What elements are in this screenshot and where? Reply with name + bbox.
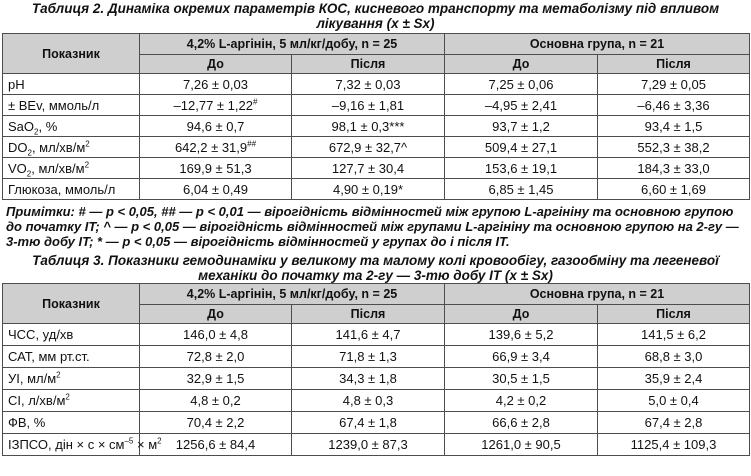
indicator-name: SaO <box>8 118 35 134</box>
cell-g2-after <box>598 137 750 158</box>
cell-g1-before <box>140 95 292 116</box>
table2-header-g1-before: До <box>140 55 292 74</box>
cell-value: 6,04 ± 0,49 <box>183 181 248 197</box>
indicator-name: ± BEv, ммоль/л <box>8 97 100 113</box>
cell-g2-after <box>598 116 750 137</box>
cell-g2-before <box>445 179 598 200</box>
row-indicator <box>3 158 140 179</box>
indicator-superscript: 2 <box>56 370 61 380</box>
table2-header-g2-before: До <box>445 55 598 74</box>
cell-g1-before <box>140 346 292 368</box>
cell-g2-after <box>598 412 750 434</box>
table-row <box>3 434 750 456</box>
cell-value: 139,6 ± 5,2 <box>488 327 554 342</box>
cell-g2-before <box>445 137 598 158</box>
indicator-unit: , мл/хв/м <box>31 160 85 176</box>
table-row <box>3 95 750 116</box>
cell-g2-after <box>598 346 750 368</box>
cell-value: 509,4 ± 27,1 <box>484 139 558 155</box>
table-row <box>3 412 750 434</box>
indicator-unit: , мл/хв/м <box>31 139 86 155</box>
table-row <box>3 116 750 137</box>
cell-value: 71,8 ± 1,3 <box>339 349 397 364</box>
table3-caption: Таблиця 3. Показники гемодинаміки у великому та малому колі кровообігу, газообміну та легеневої механіки до початку та 2-гу — 3-тю добу IT (x ± Sx) <box>32 253 719 283</box>
cell-value: 4,2 ± 0,2 <box>495 393 547 408</box>
cell-g2-after <box>598 368 750 390</box>
indicator-unit: , % <box>38 118 58 134</box>
cell-g1-before <box>140 137 292 158</box>
cell-value: 68,8 ± 3,0 <box>644 349 703 364</box>
cell-value: 98,1 ± 0,3*** <box>331 118 405 134</box>
cell-value: 7,32 ± 0,03 <box>335 76 401 92</box>
table3-header-g2-before: До <box>445 305 598 324</box>
cell-value: 66,9 ± 3,4 <box>492 349 550 364</box>
cell-g2-after <box>598 324 750 346</box>
cell-g1-before <box>140 116 292 137</box>
cell-g2-before <box>445 95 598 116</box>
significance-mark: ## <box>247 139 257 149</box>
cell-value: 66,6 ± 2,8 <box>492 415 550 430</box>
row-indicator <box>3 390 140 412</box>
cell-g1-after <box>292 346 445 368</box>
cell-g1-after <box>292 158 445 179</box>
cell-value: 552,3 ± 38,2 <box>637 139 710 155</box>
cell-g2-after <box>598 95 750 116</box>
table3-header-group2: Основна група, n = 21 <box>445 284 750 305</box>
table-row <box>3 179 750 200</box>
table3-body <box>3 324 750 456</box>
cell-value: 72,8 ± 2,0 <box>186 349 245 364</box>
indicator-superscript: 2 <box>84 160 90 170</box>
row-indicator <box>3 412 140 434</box>
table2-notes: Примітки: # — p < 0,05, ## — p < 0,01 — вірогідність відмінностей між групою L-аргініну та основною групою до початку IT; ^ — p < 0,05 — вірогідність відмінностей між групами L-аргініну та основною групою на 2-гу — 3-тю добу IT; * — p < 0,05 — вірогідність відмінностей у групах до і після IT. <box>6 204 739 249</box>
indicator-name: VO <box>8 160 27 176</box>
cell-value: –4,95 ± 2,41 <box>484 97 558 113</box>
cell-g2-after <box>598 179 750 200</box>
row-indicator <box>3 324 140 346</box>
cell-g1-before <box>140 434 292 456</box>
row-indicator <box>3 95 140 116</box>
cell-value: 141,5 ± 6,2 <box>641 327 706 342</box>
cell-value: 5,0 ± 0,4 <box>648 393 699 408</box>
cell-value: 93,7 ± 1,2 <box>492 118 550 134</box>
cell-value: 642,2 ± 31,9 <box>174 139 248 155</box>
cell-g2-before <box>445 434 598 456</box>
table2-header-g2-after: Після <box>598 55 750 74</box>
significance-mark: # <box>252 97 258 107</box>
table2-body <box>3 74 750 200</box>
cell-g2-before <box>445 324 598 346</box>
table2-header-group2: Основна група, n = 21 <box>445 34 750 55</box>
indicator-superscript: 2 <box>85 139 90 149</box>
indicator-name: УІ, мл/м <box>8 371 57 386</box>
indicator-subscript: 2 <box>34 127 39 137</box>
cell-value: 34,3 ± 1,8 <box>339 371 397 386</box>
indicator-name: ФВ, % <box>8 415 46 430</box>
cell-value: 4,8 ± 0,2 <box>190 393 241 408</box>
cell-value: 67,4 ± 1,8 <box>339 415 397 430</box>
cell-value: 4,90 ± 0,19* <box>332 181 404 197</box>
indicator-superscript: 2 <box>157 436 162 446</box>
cell-g2-after <box>598 158 750 179</box>
table3-header-g1-before: До <box>140 305 292 324</box>
cell-value: 7,26 ± 0,03 <box>183 76 248 92</box>
cell-value: –9,16 ± 1,81 <box>331 97 405 113</box>
indicator-superscript: 2 <box>65 392 70 402</box>
cell-g2-before <box>445 158 598 179</box>
table2-header-g1-after: Після <box>292 55 445 74</box>
cell-value: 67,4 ± 2,8 <box>644 415 703 430</box>
cell-value: 153,6 ± 19,1 <box>484 160 558 176</box>
indicator-name: ІЗПСО, дін × с × см <box>8 437 125 452</box>
cell-value: 4,8 ± 0,3 <box>342 393 394 408</box>
cell-g1-after <box>292 95 445 116</box>
cell-g2-before <box>445 346 598 368</box>
table3 <box>2 283 750 456</box>
indicator-subscript: 2 <box>26 169 32 179</box>
cell-value: 141,6 ± 4,7 <box>335 327 401 342</box>
cell-value: 70,4 ± 2,2 <box>186 415 245 430</box>
cell-g1-before <box>140 390 292 412</box>
indicator-unit: × м <box>133 437 158 452</box>
table-row <box>3 74 750 95</box>
table2-header-indicator: Показник <box>3 34 140 74</box>
table-row <box>3 346 750 368</box>
cell-value: 7,29 ± 0,05 <box>641 76 706 92</box>
cell-g1-after <box>292 434 445 456</box>
row-indicator <box>3 179 140 200</box>
indicator-name: ЧСС, уд/хв <box>8 327 74 342</box>
cell-value: 169,9 ± 51,3 <box>179 160 252 176</box>
cell-g2-after <box>598 74 750 95</box>
cell-value: 184,3 ± 33,0 <box>637 160 710 176</box>
table3-header-g2-after: Після <box>598 305 750 324</box>
table3-header-indicator: Показник <box>3 284 140 324</box>
table3-header-group1: 4,2% L-аргінін, 5 мл/кг/добу, n = 25 <box>140 284 445 305</box>
cell-value: 6,60 ± 1,69 <box>641 181 706 197</box>
cell-g2-after <box>598 434 750 456</box>
cell-g1-before <box>140 368 292 390</box>
cell-value: 6,85 ± 1,45 <box>488 181 554 197</box>
row-indicator <box>3 368 140 390</box>
table-row <box>3 390 750 412</box>
row-indicator <box>3 74 140 95</box>
indicator-name: DO <box>8 139 28 155</box>
indicator-name: СІ, л/хв/м <box>8 393 66 408</box>
cell-g1-after <box>292 179 445 200</box>
cell-value: 146,0 ± 4,8 <box>183 327 248 342</box>
table-row <box>3 158 750 179</box>
cell-g2-before <box>445 74 598 95</box>
cell-value: 94,6 ± 0,7 <box>186 118 245 134</box>
cell-value: 1239,0 ± 87,3 <box>328 437 408 452</box>
indicator-name: pH <box>8 76 25 92</box>
cell-value: 35,9 ± 2,4 <box>644 371 703 386</box>
cell-value: 7,25 ± 0,06 <box>488 76 554 92</box>
cell-g1-after <box>292 137 445 158</box>
cell-value: 32,9 ± 1,5 <box>186 371 245 386</box>
cell-g1-after <box>292 368 445 390</box>
table-row <box>3 324 750 346</box>
row-indicator <box>3 137 140 158</box>
cell-g2-before <box>445 412 598 434</box>
indicator-name: САТ, мм рт.ст. <box>8 349 90 364</box>
cell-g1-after <box>292 324 445 346</box>
table-row <box>3 368 750 390</box>
cell-value: –12,77 ± 1,22 <box>173 97 253 113</box>
indicator-superscript: –5 <box>124 436 134 446</box>
table-row <box>3 137 750 158</box>
cell-g2-before <box>445 390 598 412</box>
cell-g1-before <box>140 158 292 179</box>
cell-g1-after <box>292 412 445 434</box>
cell-value: –6,46 ± 3,36 <box>637 97 710 113</box>
cell-g2-before <box>445 368 598 390</box>
row-indicator <box>3 346 140 368</box>
row-indicator <box>3 116 140 137</box>
table2 <box>2 33 750 200</box>
cell-value: 30,5 ± 1,5 <box>492 371 550 386</box>
cell-value: 93,4 ± 1,5 <box>644 118 703 134</box>
cell-value: 1125,4 ± 109,3 <box>630 437 717 452</box>
cell-g1-after <box>292 390 445 412</box>
table2-header-group1: 4,2% L-аргінін, 5 мл/кг/добу, n = 25 <box>140 34 445 55</box>
indicator-name: Глюкоза, ммоль/л <box>8 181 116 197</box>
table2-caption: Таблиця 2. Динаміка окремих параметрів КОС, кисневого транспорту та метаболізму під впливом лікування (x ± Sx) <box>31 1 720 31</box>
cell-g1-before <box>140 324 292 346</box>
cell-value: 672,9 ± 32,7^ <box>328 139 408 155</box>
indicator-subscript: 2 <box>27 148 32 158</box>
row-indicator <box>3 434 162 456</box>
cell-g1-after <box>292 74 445 95</box>
cell-g1-before <box>140 74 292 95</box>
cell-g1-before <box>140 179 292 200</box>
table3-header-g1-after: Після <box>292 305 445 324</box>
cell-value: 1256,6 ± 84,4 <box>175 437 256 452</box>
cell-g1-after <box>292 116 445 137</box>
cell-value: 1261,0 ± 90,5 <box>481 437 561 452</box>
cell-value: 127,7 ± 30,4 <box>331 160 405 176</box>
cell-g2-before <box>445 116 598 137</box>
cell-g2-after <box>598 390 750 412</box>
cell-g1-before <box>140 412 292 434</box>
